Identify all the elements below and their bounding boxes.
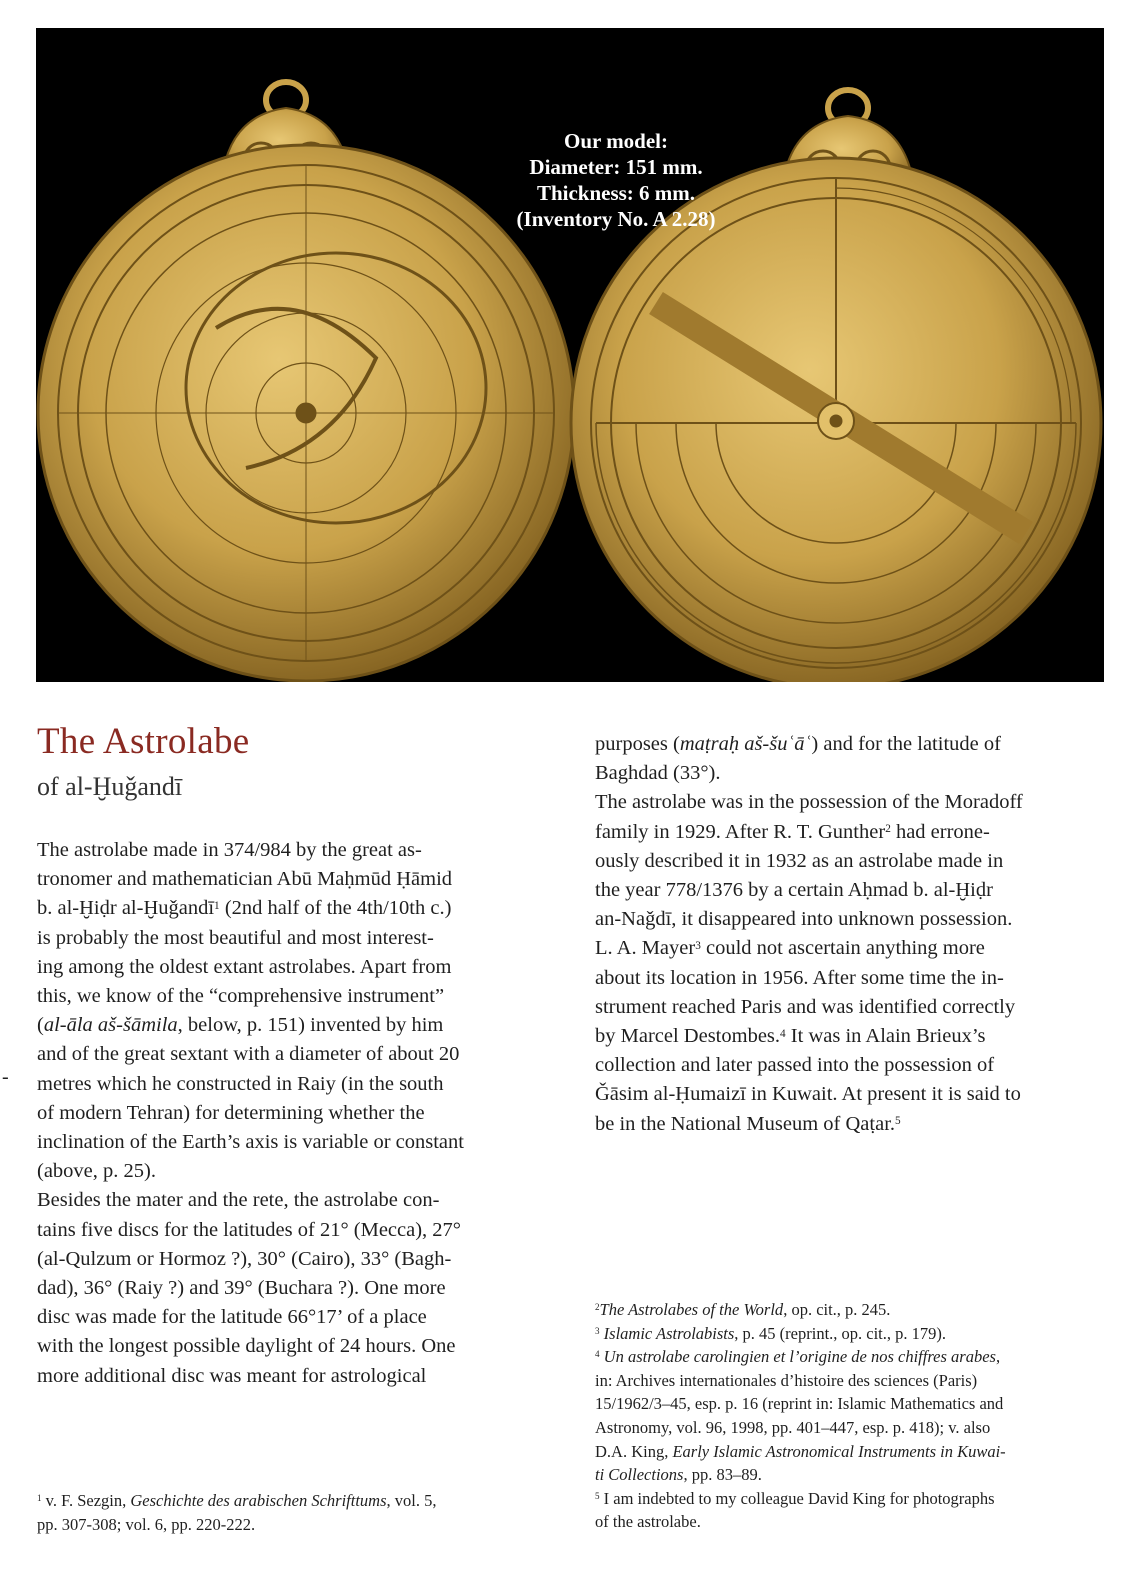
paragraph: purposes (maṭraḥ aš-šuʿāʿ) and for the latitude of Baghdad (33°). bbox=[595, 733, 1001, 785]
margin-mark: - bbox=[2, 1066, 9, 1088]
footnote: $^4$ Un astrolabe carolingien et l’origine de nos chiffres arabes, in: Archives internationales d’histoire des sciences (Paris) 15/1962/3–45, esp. p. 16 (reprint in: Islamic Mathematics and Astronomy, vol. 96, 1998, pp. 401–447, esp. p. 418); v. also D.A. King, Early Islamic Astronomical Instruments in Kuwai- ti Collections, pp. 83–89. bbox=[595, 1347, 1006, 1485]
footnotes-left bbox=[37, 1489, 547, 1536]
footnote-ref: 2 bbox=[885, 823, 891, 836]
left-column bbox=[37, 836, 547, 1391]
footnote-ref: 1 bbox=[214, 900, 220, 913]
page-subtitle: of al-Ḫuǧandī bbox=[37, 772, 183, 801]
footnote-ref: 3 bbox=[695, 940, 701, 953]
caption-line: Diameter: 151 mm. bbox=[529, 155, 703, 179]
photo-caption bbox=[466, 128, 766, 232]
footnotes-right bbox=[595, 1298, 1110, 1534]
caption-line: (Inventory No. A 2.28) bbox=[516, 207, 716, 231]
page-title: The Astrolabe bbox=[37, 721, 250, 762]
astrolabe-illustration bbox=[36, 28, 1104, 682]
right-column bbox=[595, 730, 1110, 1139]
caption-line: Thickness: 6 mm. bbox=[536, 181, 696, 205]
footnote: $^2$The Astrolabes of the World, op. cit., p. 245. bbox=[595, 1300, 891, 1319]
footnote: $^5$ I am indebted to my colleague David King for photographs of the astrolabe. bbox=[595, 1488, 995, 1532]
paragraph: The astrolabe was in the possession of the Moradoff family in 1929. After R. T. Gunther$^2$ had errone- ously described it in 1932 as an astrolabe made in the year 778/1376 by a certain Aḥmad b. al-Ḫiḍr an-Naǧdī, it disappeared into unknown possession. L. A. Mayer$^3$ could not ascertain anything more about its location in 1956. After some time the in- strument reached Paris and was identified correctly by Marcel Destombes.$^4$ It was in Alain Brieux’s collection and later passed into the possession of Ǧāsim al-Ḥumaizī in Kuwait. At present it is said to be in the National Museum of Qaṭar.$^5$ bbox=[595, 791, 1023, 1135]
footnote-ref: 5 bbox=[895, 1115, 901, 1128]
astrolabe-photo bbox=[36, 28, 1104, 682]
caption-line: Our model: bbox=[563, 129, 669, 153]
paragraph: Besides the mater and the rete, the astrolabe con- tains five discs for the latitudes of 21° (Mecca), 27° (al-Qulzum or Hormoz ?), 30° (Cairo), 33° (Bagh- dad), 36° (Raiy ?) and 39° (Buchara ?). One more disc was made for the latitude 66°17’ of a place with the longest possible daylight of 24 hours. One more additional disc was meant for astrological bbox=[37, 1189, 461, 1387]
paragraph: The astrolabe made in 374/984 by the great as- tronomer and mathematician Abū Maḥmūd Ḥāmid b. al-Ḫiḍr al-Ḫuǧandī$^1$ (2nd half of the 4th/10th c.) is probably the most beautiful and most interest- ing among the oldest extant astrolabes. Apart from this, we know of the “comprehensive instrument” (al-āla aš-šāmila, below, p. 151) invented by him and of the great sextant with a diameter of about 20 metres which he constructed in Raiy (in the south of modern Tehran) for determining whether the inclination of the Earth’s axis is variable or constant (above, p. 25). bbox=[37, 839, 464, 1183]
footnote: $^1$ v. F. Sezgin, Geschichte des arabischen Schrifttums, vol. 5, pp. 307-308; vol. 6, pp. 220-222. bbox=[37, 1491, 437, 1534]
footnote: $^3$ Islamic Astrolabists, p. 45 (reprint., op. cit., p. 179). bbox=[595, 1323, 947, 1343]
footnote-ref: 4 bbox=[780, 1027, 786, 1040]
